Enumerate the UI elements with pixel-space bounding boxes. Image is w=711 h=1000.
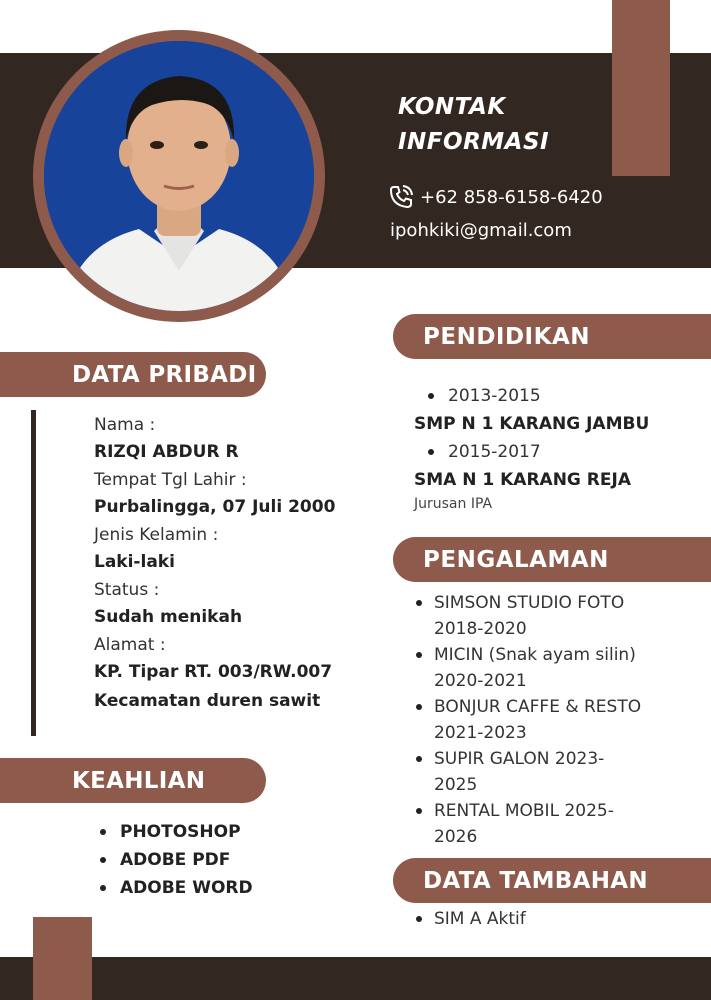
phone-row <box>386 182 603 212</box>
bullet-icon <box>416 652 422 658</box>
list-item <box>100 874 253 902</box>
skill-label: PHOTOSHOP <box>120 822 241 842</box>
field-label-birth: Tempat Tgl Lahir : <box>94 470 247 490</box>
education-years <box>414 382 711 410</box>
skills-heading: KEAHLIAN <box>0 758 266 803</box>
bullet-icon <box>428 393 434 399</box>
field-label-status: Status : <box>94 580 160 600</box>
extra-item-label: SIM A Aktif <box>434 909 526 929</box>
list-item <box>414 694 711 746</box>
footer-band <box>0 957 711 1000</box>
education-years <box>414 438 711 466</box>
bullet-icon <box>100 829 106 835</box>
list-item <box>414 798 711 850</box>
field-value-status: Sudah menikah <box>94 607 243 627</box>
bullet-icon <box>416 808 422 814</box>
phone-ringing-icon <box>386 182 416 212</box>
skill-label: ADOBE PDF <box>120 850 231 870</box>
experience-title: RENTAL MOBIL 2025- <box>434 801 614 821</box>
list-item <box>414 746 711 798</box>
experience-period: 2021-2023 <box>434 723 527 743</box>
experience-period: 2018-2020 <box>434 619 527 639</box>
education-list <box>414 382 711 514</box>
experience-period: 2025 <box>434 775 478 795</box>
list-item <box>100 818 253 846</box>
header-accent-bar <box>612 0 670 176</box>
education-heading: PENDIDIKAN <box>393 314 711 359</box>
profile-photo <box>44 41 314 311</box>
experience-list <box>414 590 711 850</box>
bullet-icon <box>416 600 422 606</box>
field-value-birth: Purbalingga, 07 Juli 2000 <box>94 497 336 517</box>
field-label-address: Alamat : <box>94 635 166 655</box>
list-item <box>100 846 253 874</box>
bullet-icon <box>416 916 422 922</box>
bullet-icon <box>428 449 434 455</box>
email-address[interactable]: ipohkiki@gmail.com <box>390 220 572 241</box>
extra-data-heading: DATA TAMBAHAN <box>393 858 711 903</box>
personal-data-list <box>94 412 384 716</box>
extra-data-list <box>414 906 526 932</box>
profile-photo-frame <box>33 30 325 322</box>
education-major: Jurusan IPA <box>414 496 493 512</box>
experience-heading: PENGALAMAN <box>393 537 711 582</box>
experience-title: MICIN (Snak ayam silin) <box>434 645 636 665</box>
education-school: SMA N 1 KARANG REJA <box>414 470 631 490</box>
field-value-address: KP. Tipar RT. 003/RW.007 <box>94 662 333 682</box>
bullet-icon <box>100 885 106 891</box>
contact-title-line1: KONTAK <box>398 94 506 120</box>
education-school: SMP N 1 KARANG JAMBU <box>414 414 650 434</box>
skill-label: ADOBE WORD <box>120 878 253 898</box>
field-label-name: Nama : <box>94 415 156 435</box>
list-item <box>414 590 711 642</box>
education-years-label: 2015-2017 <box>448 442 541 462</box>
education-years-label: 2013-2015 <box>448 386 541 406</box>
experience-title: SUPIR GALON 2023- <box>434 749 605 769</box>
experience-period: 2020-2021 <box>434 671 527 691</box>
personal-divider-line <box>31 410 36 736</box>
contact-title <box>398 90 598 160</box>
bullet-icon <box>100 857 106 863</box>
experience-title: BONJUR CAFFE & RESTO <box>434 697 642 717</box>
person-portrait-icon <box>44 41 314 311</box>
list-item <box>414 906 526 932</box>
bullet-icon <box>416 704 422 710</box>
field-label-gender: Jenis Kelamin : <box>94 525 219 545</box>
list-item <box>414 642 711 694</box>
field-value-gender: Laki-laki <box>94 552 175 572</box>
experience-period: 2026 <box>434 827 478 847</box>
field-value-name: RIZQI ABDUR R <box>94 442 239 462</box>
experience-title: SIMSON STUDIO FOTO <box>434 593 625 613</box>
footer-accent-bar <box>33 917 92 1000</box>
bullet-icon <box>416 756 422 762</box>
contact-title-line2: INFORMASI <box>398 129 550 155</box>
field-value-address-line2: Kecamatan duren sawit <box>94 691 321 711</box>
skills-list <box>100 818 253 902</box>
personal-data-heading: DATA PRIBADI <box>0 352 266 397</box>
phone-number[interactable]: +62 858-6158-6420 <box>420 186 603 208</box>
